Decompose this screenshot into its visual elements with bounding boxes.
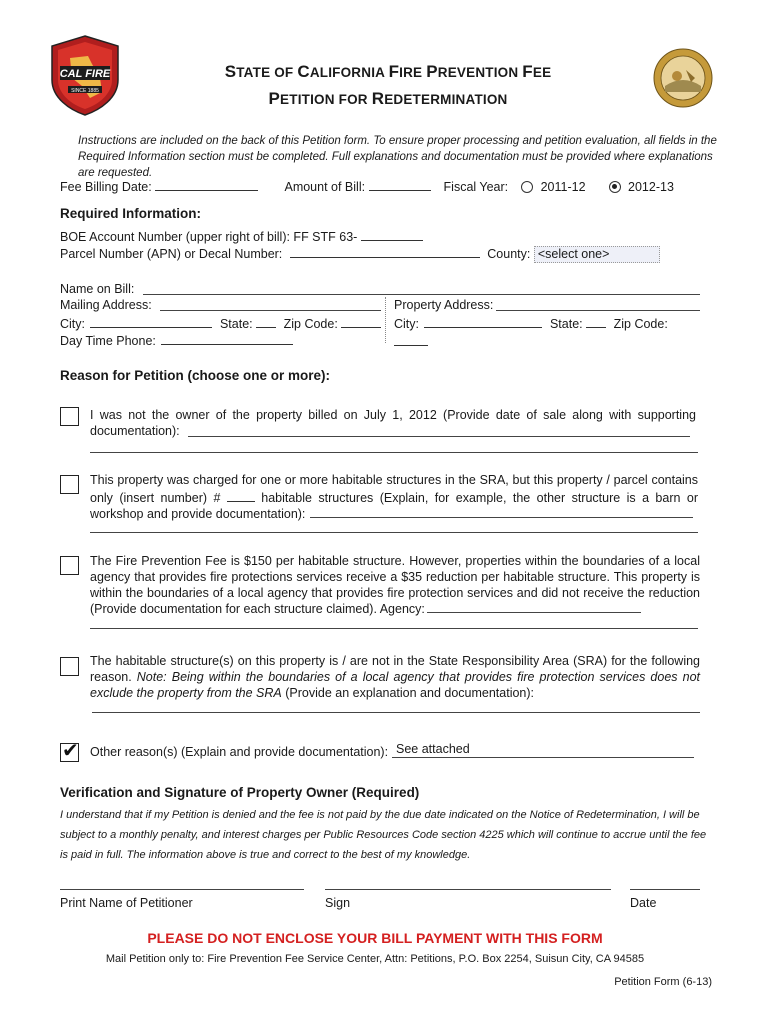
reason-3-text: The Fire Prevention Fee is $150 per habitable structure. However, properties within the boundaries of a local agency that provides fire protections services receive a $35 reduction per habitable structure. This property is within the boundaries of a local agency that provides fire protection services and did not receive the reduction (Provide documentation for each structure claimed). Agency: [90, 554, 700, 616]
city-row [60, 314, 385, 332]
instructions: Instructions are included on the back of this Petition form. To ensure proper processing and petition evaluation, all fields in the Required Information section must be completed. Full explanations and documentation must be provided where explanations are requested. [78, 135, 717, 179]
reason-2-checkbox[interactable] [60, 475, 79, 494]
boe-field[interactable] [361, 227, 423, 241]
reason-1-checkbox[interactable] [60, 407, 79, 426]
cal-fire-logo [48, 34, 122, 116]
amount-field[interactable] [369, 177, 431, 191]
mailing-label: Mailing Address: [60, 298, 152, 312]
zip2-field[interactable] [394, 332, 428, 346]
payment-warning: PLEASE DO NOT ENCLOSE YOUR BILL PAYMENT WITH THIS FORM [147, 930, 603, 946]
zip-label: Zip Code: [283, 317, 338, 331]
print-name-field[interactable] [60, 889, 304, 890]
boe-row [60, 227, 423, 245]
parcel-field[interactable] [290, 244, 480, 258]
property-row [394, 298, 493, 313]
sign-label: Sign [325, 896, 351, 910]
mailing-row [60, 298, 152, 313]
reason-3-agency-field[interactable] [427, 612, 641, 613]
reason-5-field[interactable] [392, 742, 694, 758]
form-id: Petition Form (6-13) [614, 976, 712, 988]
reason-1-field-2[interactable] [90, 452, 698, 453]
reason-3-checkbox[interactable] [60, 556, 79, 575]
boe-label: BOE Account Number (upper right of bill): FF STF 63- [60, 230, 358, 244]
state-label: State: [219, 317, 253, 331]
city2-label: City: [394, 317, 419, 331]
phone-label: Day Time Phone: [60, 334, 156, 348]
billing-row [60, 177, 740, 195]
verification-heading: Verification and Signature of Property Owner (Required) [60, 785, 420, 800]
reason-2-text: This property was charged for one or more habitable structures in the SRA, but this property / parcel contains only (insert number) # habitable structures (Explain, for example, the other structure is a barn or workshop and provide documentation): [90, 473, 698, 521]
city-field[interactable] [90, 314, 212, 328]
reason-2-number-field[interactable] [227, 488, 255, 502]
city2-field[interactable] [424, 314, 542, 328]
property-field[interactable] [496, 310, 700, 311]
fy-option-2012: 2012-13 [628, 180, 674, 194]
reason-1-field[interactable] [188, 436, 690, 437]
city2-row [394, 314, 704, 350]
date-label: Date [630, 896, 657, 910]
reason-1-text: I was not the owner of the property billed on July 1, 2012 (Provide date of sale along with supporting documentation): [90, 408, 696, 438]
print-name-label: Print Name of Petitioner [60, 896, 193, 910]
svg-text:CAL FIRE: CAL FIRE [59, 68, 111, 80]
mailing-field[interactable] [160, 310, 381, 311]
form-title [193, 62, 583, 109]
svg-text:SINCE 1885: SINCE 1885 [71, 88, 99, 94]
fee-billing-date-label: Fee Billing Date: [60, 180, 152, 194]
reason-5-text: Other reason(s) (Explain and provide documentation): [90, 745, 389, 759]
reason-5-value: See attached [396, 742, 470, 756]
phone-field[interactable] [161, 331, 293, 345]
fee-billing-date-field[interactable] [155, 177, 258, 191]
reason-5-checkbox[interactable] [60, 738, 79, 762]
name-label: Name on Bill: [60, 282, 135, 296]
fy-radio-2011[interactable] [521, 181, 533, 193]
phone-row [60, 331, 293, 349]
fiscal-year-label: Fiscal Year: [443, 180, 509, 194]
parcel-label: Parcel Number (APN) or Decal Number: [60, 247, 283, 261]
reason-3-field-2[interactable] [90, 628, 698, 629]
property-label: Property Address: [394, 298, 494, 312]
zip2-label: Zip Code: [613, 317, 668, 331]
title-line-2: PETITION FOR REDETERMINATION [268, 89, 508, 108]
zip-field[interactable] [341, 314, 381, 328]
sign-field[interactable] [325, 889, 611, 890]
verification-text: I understand that if my Petition is denied and the fee is not paid by the due date indicated on the Notice of Redetermination, I will be subject to a monthly penalty, and interest charges per Public Resources Code section 4225 which will continue to accrue until the fee is paid in full. The information above is true and correct to the best of my knowledge. [60, 809, 707, 861]
parcel-row [60, 244, 750, 263]
county-label: County: [487, 247, 531, 261]
state2-field[interactable] [586, 314, 606, 328]
required-heading: Required Information: [60, 206, 201, 221]
reason-2-field-2[interactable] [90, 532, 698, 533]
name-field[interactable] [143, 294, 700, 295]
california-seal [653, 48, 713, 108]
reason-4-note: Note: Being within the boundaries of a local agency that provides fire protection services does not exclude the property from the SRA [90, 670, 700, 700]
title-line-1: STATE OF CALIFORNIA FIRE PREVENTION FEE [224, 62, 552, 81]
reason-4-text: The habitable structure(s) on this property is / are not in the State Responsibility Area (SRA) for the following reason. Note: Being within the boundaries of a local agency that provides fire protection services does not exclude the property from the SRA (Provide an explanation and documentation): [90, 654, 700, 700]
reason-4-checkbox[interactable] [60, 657, 79, 676]
name-row [60, 282, 134, 297]
reason-heading: Reason for Petition (choose one or more): [60, 368, 331, 383]
city-label: City: [60, 317, 85, 331]
fy-radio-2012[interactable] [609, 181, 621, 193]
reason-4-field[interactable] [92, 712, 700, 713]
state2-label: State: [549, 317, 583, 331]
address-divider [385, 297, 386, 343]
county-select[interactable]: <select one> [534, 246, 660, 263]
fy-option-2011: 2011-12 [540, 180, 586, 194]
reason-2-field[interactable] [310, 517, 693, 518]
state-field[interactable] [256, 314, 276, 328]
mail-instructions: Mail Petition only to: Fire Prevention Fee Service Center, Attn: Petitions, P.O. Box 2254, Suisun City, CA 94585 [105, 953, 645, 965]
amount-label: Amount of Bill: [284, 180, 366, 194]
checkmark-icon: ✔ [62, 738, 79, 762]
date-field[interactable] [630, 889, 700, 890]
